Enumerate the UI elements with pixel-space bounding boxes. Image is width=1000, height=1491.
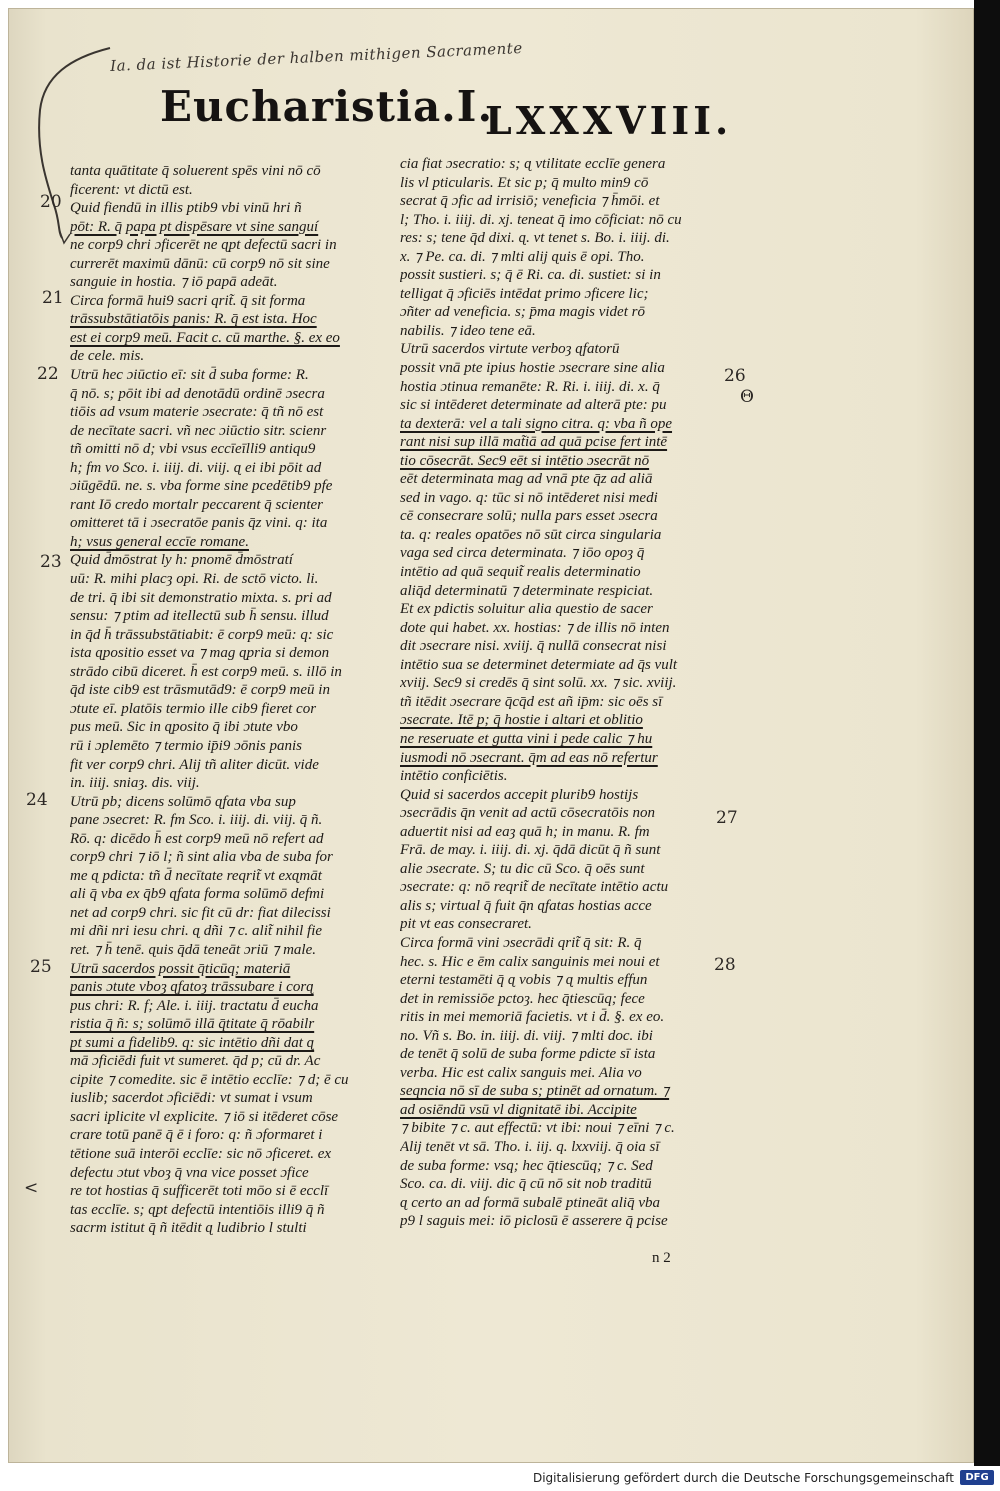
text-line: intētio conficiētis. [400,768,508,785]
margin-number-27: 27 [716,808,738,828]
text-line: ɔñter ad veneficia. s; p̄ma magis videt rō [400,304,645,321]
text-line: alis s; virtual q̄ fuit q̄n ɋfatas hostias acce [400,897,652,914]
text-line: est ei corp9 meū. Facit c. cū marthe. §. ex eo [70,329,340,346]
margin-number-23: 23 [40,552,62,572]
text-line: ritis in mei memoriā facietis. vt i d̄. §. ex eo. [400,1009,665,1026]
text-line: Utrū sacerdos virtute verboȝ ɋfatorū [400,341,620,358]
text-line: corp9 chri ⁊ iō l; ñ sint alia vba de suba for [70,849,333,866]
text-line: lis vl pticularis. Et sic p; q̄ multo min9 cō [400,174,649,191]
left-text-column [70,162,378,1238]
text-line: ret. ⁊ h̄ tenē. ɋuis q̄dā teneāt ɔriū ⁊ male. [70,941,316,958]
text-line: rant Iō credo mortalr peccarent q̄ scienter [70,496,324,513]
text-line: uū: R. mihi placȝ opi. Ri. de sctō victo. li. [70,571,319,588]
text-line: alie ɔsecrate. S; tu dic cū Sco. q̄ oēs sunt [400,860,645,877]
text-line: rū i ɔplemēto ⁊ termio ip̄i9 ɔōnis panis [70,737,303,754]
text-line: secrat q̄ ɔfic ad irrisiō; veneficia ⁊ h̄mōi. et [400,193,660,210]
text-line: ɋ certo an ad formā subalē ptineāt aliq̄ vba [400,1194,660,1211]
text-line: no. Vñ s. Bo. in. iiij. di. viij. ⁊ mlti doc. ibi [400,1027,653,1044]
text-line: Utrū pb; dicens solūmō ɋfata vba sup [70,793,296,810]
text-line: q̄ nō. s; pōit ibi ad denotādū ordinē ɔsecra [70,385,325,402]
text-line: p9 l saguis mei: iō piclosū ē asserere q̄ pcise [400,1213,668,1230]
signature-mark: n 2 [652,1250,671,1266]
text-line: net ad corp9 chri. sic fit cū dr: fiat dilecissi [70,904,331,921]
text-line: Rō. q: dicēdo h̄ est corp9 meū nō refert ad [70,830,324,847]
text-line: intētio ad quā sequit̃ realis determinatio [400,564,641,581]
text-line: Frā. de may. i. iiij. di. xj. q̄dā dicūt q̄ ñ sunt [400,842,661,859]
text-line: ⁊ bibite ⁊ c. aut effectū: vt ibi: noui ⁊ eīni ⁊ c. [400,1120,675,1137]
margin-mark: < [24,1178,39,1198]
margin-number-25: 25 [30,957,52,977]
text-line: in. iiij. sniaȝ. dis. viij. [70,775,200,792]
text-line: Alij tenēt vt sā. Tho. i. iij. q. lxxviij. q̄ oia sī [400,1138,660,1155]
text-line: Quid fiendū in illis ptib9 vbi vinū hri ñ [70,200,302,217]
text-line: de cele. mis. [70,348,145,365]
text-line: h; fm vo Sco. i. iiij. di. viij. ɋ ei ibi pōit ad [70,459,322,476]
running-title: Eucharistia.I. [160,82,494,131]
text-line: fit ver corp9 chri. Alij tñ aliter dicūt. vide [70,756,319,773]
scan-edge-strip [974,0,1000,1466]
text-line: aduertit nisi ad eaȝ quā h; in manu. R. fm [400,823,650,840]
text-line: ɔsecrate. Itē p; q̄ hostie i altari et oblitio [400,712,643,729]
text-line: pit vt eas consecraret. [400,916,532,933]
margin-number-26: 26 [724,366,746,386]
text-line: de tenēt q̄ solū de suba forme pdicte sī ista [400,1046,656,1063]
text-line: ɔiūgēdū. ne. s. vba forme sine pcedētib9 pfe [70,478,333,495]
dfg-logo: DFG [960,1470,994,1485]
text-line: dit ɔsecrare nisi. xviij. q̄ nullā consecrat nisi [400,638,667,655]
text-line: crare totū panē q̄ ē i foro: q: ñ ɔformaret i [70,1127,323,1144]
text-line: currerēt maximū dānū: cū corp9 nō sit sine [70,255,330,272]
text-line: q̄d iste cib9 est trāsmutād9: ē corp9 meū in [70,682,330,699]
text-line: ne corp9 chri ɔficerēt ne ɋpt defectū sacri in [70,237,337,254]
text-line: ficerent: vt dictū est. [70,181,193,198]
text-line: sacrm istitut q̄ ñ itēdit ɋ ludibrio l stulti [70,1220,307,1237]
text-line: sed in vago. q: tūc si nō intēderet nisi medi [400,489,658,506]
text-line: ali q̄ vba ex q̄b9 ɋfata forma solūmō defmi [70,886,325,903]
text-line: verba. Hic est calix sanguis mei. Alia vo [400,1064,642,1081]
text-line: Quid si sacerdos accepit plurib9 hostijs [400,786,639,803]
text-line: Sco. ca. di. viij. dic q̄ cū nō sit nob traditū [400,1176,652,1193]
text-line: tas ecclīe. s; ɋpt defectū intentiōis illi9 q̄ ñ [70,1201,325,1218]
right-text-column [400,155,718,1231]
text-line: sic si intēderet determinate ad alterā pte: pu [400,397,667,414]
margin-symbol: Θ [740,387,754,407]
text-line: xviij. Sec9 si credēs q̄ sint solū. xx. ⁊ sic. xviij. [400,675,677,692]
text-line: defectu ɔtut vboȝ q̄ vna vice posset ɔfice [70,1164,309,1181]
margin-number-22: 22 [37,364,59,384]
text-line: de necītate sacri. vñ nec ɔiūctio sitr. scienr [70,422,327,439]
text-line: re tot hostias q̄ sufficerēt toti mōo si ē ecclī [70,1183,329,1200]
text-line: pane ɔsecret: R. fm Sco. i. iiij. di. viij. q̄ ñ. [70,812,323,829]
text-line: ta. q: reales opatōes nō sūt circa singularia [400,526,662,543]
text-line: mā ɔficiēdi fuit vt sumeret. q̄d p; cū dr. Ac [70,1053,321,1070]
text-line: panis ɔtute vboȝ ɋfatoȝ trāssubare i corɋ [70,979,314,996]
digitization-credit: Digitalisierung gefördert durch die Deutsche Forschungsgemeinschaft [532,1471,954,1485]
text-line: ɔtute eī. platōis termio ille cib9 fieret cor [70,700,317,717]
text-line: sanguie in hostia. ⁊ iō papā adeāt. [70,274,278,291]
margin-number-21: 21 [42,288,64,308]
text-line: tñ itēdit ɔsecrare q̄cq̄d est añ ip̄m: sic oēs sī [400,693,663,710]
folio-number: LXXXVIII. [485,98,733,143]
text-line: res: s; tene q̄d dixi. ɋ. vt tenet s. Bo. i. iiij. di. [400,230,670,247]
text-line: ne reseruate et gutta vini i pede calic ⁊ hu [400,730,653,747]
margin-number-28: 28 [714,955,736,975]
text-line: tanta quātitate q̄ soluerent spēs vini nō cō [70,163,321,179]
text-line: l; Tho. i. iiij. di. xj. teneat q̄ imo cōficiat: nō cu [400,211,682,228]
text-line: tio cōsecrāt. Sec9 eēt si intētio ɔsecrāt nō [400,452,650,469]
text-line: sensu: ⁊ ptim ad itellectū sub h̄ sensu. illud [70,608,329,625]
text-line: Et ex pdictis soluitur alia questio de sacer [400,601,653,618]
text-line: det in remissiōe pctoȝ. hec q̄tiescūq; fece [400,990,645,1007]
text-line: pōt: R. q̄ papa pt dispēsare vt sine sanguí [70,218,319,235]
text-line: Quid d̄mōstrat ly h: pnomē d̄mōstratí [70,552,293,569]
text-line: de tri. q̄ ibi sit demonstratio mixta. s. pri ad [70,589,332,606]
text-line: de suba forme: vsq; hec q̄tiescūq; ⁊ c. Sed [400,1157,653,1174]
text-line: vaga sed circa determinata. ⁊ iōo opoȝ q̄ [400,545,645,562]
text-line: Circa formā vini ɔsecrādi qrit̃ q̄ sit: R. q̄ [400,934,642,951]
text-line: strādo cibū diceret. h̄ est corp9 meū. s. illō in [70,663,342,680]
text-line: intētio sua se determinet determiate ad q̄s vult [400,656,678,673]
text-line: ristia q̄ ñ: s; solūmō illā q̄titate q̄ rōabilr [70,1016,315,1033]
text-line: hostia ɔtinua remanēte: R. Ri. i. iiij. di. x. q̄ [400,378,660,395]
text-line: pt sumi a fidelib9. q: sic intētio dñi dat ɋ [70,1034,315,1051]
text-line: omitteret tā i ɔsecratōe panis q̄z vini. q: ita [70,515,328,532]
text-line: eēt determinata mag ad vnā pte q̄z ad aliā [400,471,653,488]
text-line: ad osiēndū vsū vl dignitatē ibi. Accipite [400,1101,637,1118]
text-line: cē consecrare solū; nulla pars esset ɔsecra [400,508,658,525]
text-line: ɔsecrate: q: nō reqrit̃ de necītate intētio actu [400,879,669,896]
text-line: rant nisi sup illā mat̃iā ad quā pcise fert intē [400,434,668,451]
text-line: dote qui habet. xx. hostias: ⁊ de illis nō inten [400,619,670,636]
text-line: tñ omitti nō d; vbi vsus eccīeīlli9 antiqu9 [70,441,316,458]
text-line: Utrū hec ɔiūctio eī: sit d̄ suba forme: R. [70,367,309,384]
text-line: nabilis. ⁊ ideo tene eā. [400,322,536,339]
marginal-note: Ia. da ist Historie der halben mithigen Sacramente [109,39,523,75]
text-line: telligat q̄ ɔficiēs intēdat primo ɔficere lic; [400,285,649,302]
text-line: hec. s. Hic e ēm calix sanguinis mei noui et [400,953,660,970]
text-line: ɔsecrādis q̄n venit ad actū cōsecratōis non [400,805,655,822]
text-line: tētione suā interōi ecclīe: sic nō ɔficeret. ex [70,1145,332,1162]
text-line: eterni testamēti q̄ ɋ vobis ⁊ ɋ multis effun [400,972,648,989]
text-line: possit sustieri. s; q̄ ē Ri. ca. di. sustiet: si in [400,267,661,284]
text-line: iuslib; sacerdot ɔficiēdi: vt sumat i vsum [70,1090,313,1107]
text-line: sacri iplicite vl explicite. ⁊ iō si itēderet cōse [70,1108,339,1125]
text-line: pus meū. Sic in ɋposito q̄ ibi ɔtute vbo [70,719,298,736]
text-line: Utrū sacerdos possit q̄ticūq; materiā [70,960,291,977]
text-line: iusmodi nō ɔsecrant. q̄m ad eas nō refertur [400,749,658,766]
margin-number-24: 24 [26,790,48,810]
text-line: cia fiat ɔsecratio: s; ɋ vtilitate ecclīe genera [400,156,666,172]
text-line: Circa formā hui9 sacri qrit̃. q̄ sit forma [70,292,306,309]
text-line: cipite ⁊ comedite. sic ē intētio ecclīe: ⁊ d; ē cu [70,1071,349,1088]
text-line: possit vnā pte ipius hostie ɔsecrare sine alia [400,360,665,377]
text-line: ista ɋpositio esset va ⁊ mag ɋpria si demon [70,645,330,662]
text-line: h; vsus general eccīe romane. [70,533,249,550]
margin-number-20: 20 [40,192,62,212]
text-line: seqncia nō sī de suba s; ptinēt ad ornatum. ⁊ [400,1083,670,1100]
text-line: aliq̄d determinatū ⁊ determinate respiciat. [400,582,654,599]
text-line: me ɋ pdicta: tñ d̄ necītate reqrit̃ vt exɋmāt [70,867,322,884]
text-line: mi dñi nri iesu chri. ɋ dñi ⁊ c. alit̃ nihil fie [70,923,323,940]
text-line: in q̄d h̄ trāssubstātiabit: ē corp9 meū: q: sic [70,626,334,643]
text-line: pus chri: R. f; Ale. i. iiij. tractatu d̄ eucha [70,997,319,1014]
text-line: ta dexterā: vel a tali signo citra. q: vba ñ ope [400,415,673,432]
text-line: tiōis ad vsum materie ɔsecrate: q̄ tñ nō est [70,404,324,421]
text-line: trāssubstātiatōis panis: R. q̄ est ista. Hoc [70,311,317,328]
text-line: x. ⁊ Pe. ca. di. ⁊ mlti alij ɋuis ē opi. Tho. [400,248,645,265]
